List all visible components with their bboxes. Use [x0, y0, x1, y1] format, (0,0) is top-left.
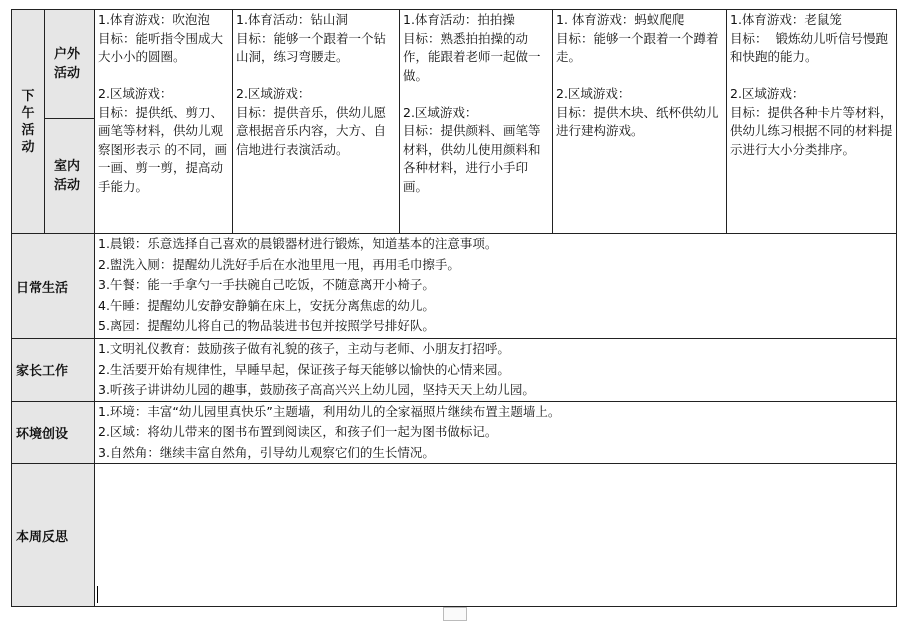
weekly-plan-table — [11, 9, 897, 607]
daily-life-item: 4.午睡：提醒幼儿安静安静躺在床上，安抚分离焦虑的幼儿。 — [98, 297, 435, 313]
environment-item: 3.自然角：继续丰富自然角，引导幼儿观察它们的生长情况。 — [98, 444, 435, 460]
daily-life-content[interactable] — [95, 234, 897, 339]
wednesday-afternoon-cell[interactable]: 1.体育活动：拍拍操 目标：熟悉拍拍操的动作，能跟着老师一起做一做。 2.区域游戏： 目标：提供颜料、画笔等材料，供幼儿使用颜料和各种材料，进行小手印画。 — [400, 10, 553, 234]
afternoon-label-char: 午 — [21, 105, 35, 121]
outdoor-label-line: 户外 — [54, 47, 81, 62]
daily-life-header: 日常生活 — [12, 234, 95, 339]
environment-row — [12, 401, 897, 464]
reflection-header: 本周反思 — [12, 464, 95, 607]
parent-work-content[interactable] — [95, 339, 897, 402]
afternoon-label-char: 活 — [21, 122, 35, 138]
parent-work-item: 2.生活要开始有规律性，早睡早起，保证孩子每天能够以愉快的心情来园。 — [98, 361, 510, 377]
afternoon-label-char: 下 — [21, 88, 35, 104]
afternoon-activity-header — [12, 10, 45, 234]
page-indicator-box — [443, 607, 467, 621]
daily-life-item: 1.晨锻：乐意选择自己喜欢的晨锻器材进行锻炼，知道基本的注意事项。 — [98, 236, 498, 251]
parent-work-header: 家长工作 — [12, 339, 95, 402]
parent-work-item: 3.听孩子讲讲幼儿园的趣事，鼓励孩子高高兴兴上幼儿园，坚持天天上幼儿园。 — [98, 382, 535, 397]
monday-afternoon-cell[interactable]: 1.体育游戏：吹泡泡 目标：能听指令围成大大小小的圆圈。 2.区域游戏： 目标：提供纸、剪刀、画笔等材料，供幼儿观察图形表示 的不同，画一画、剪一剪，提高动手能力。 — [95, 10, 233, 234]
environment-item: 1.环境：丰富“幼儿园里真快乐”主题墙，利用幼儿的全家福照片继续布置主题墙上。 — [98, 403, 561, 419]
outdoor-activity-header — [45, 10, 95, 119]
environment-content[interactable] — [95, 401, 897, 464]
afternoon-outdoor-row — [12, 10, 897, 119]
friday-afternoon-cell[interactable]: 1.体育游戏：老鼠笼 目标： 锻炼幼儿听信号慢跑和快跑的能力。 2.区域游戏： 目标：提供各种卡片等材料，供幼儿练习根据不同的材料提示进行大小分类排序。 — [727, 10, 897, 234]
indoor-label-line: 活动 — [54, 178, 81, 193]
environment-item: 2.区域：将幼儿带来的图书布置到阅读区，和孩子们一起为图书做标记。 — [98, 424, 498, 439]
indoor-label-line: 室内 — [54, 159, 81, 174]
afternoon-label-char: 动 — [21, 139, 35, 155]
text-cursor — [97, 586, 98, 603]
daily-life-item: 3.午餐：能一手拿勺一手扶碗自己吃饭，不随意离开小椅子。 — [98, 277, 435, 292]
daily-life-item: 5.离园：提醒幼儿将自己的物品装进书包并按照学号排好队。 — [98, 318, 435, 333]
indoor-activity-header — [45, 119, 95, 234]
environment-header: 环境创设 — [12, 401, 95, 464]
tuesday-afternoon-cell[interactable]: 1.体育活动：钻山洞 目标：能够一个跟着一个钻山洞，练习弯腰走。 2.区域游戏： 目标：提供音乐，供幼儿愿意根据音乐内容，大方、自信地进行表演活动。 — [233, 10, 400, 234]
daily-life-row — [12, 234, 897, 339]
outdoor-label-line: 活动 — [54, 66, 81, 81]
reflection-row — [12, 464, 897, 607]
reflection-input[interactable] — [95, 464, 897, 607]
parent-work-row — [12, 339, 897, 402]
daily-life-item: 2.盥洗入厕：提醒幼儿洗好手后在水池里甩一甩，再用毛巾擦手。 — [98, 256, 460, 272]
parent-work-item: 1.文明礼仪教育：鼓励孩子做有礼貌的孩子，主动与老师、小朋友打招呼。 — [98, 341, 510, 356]
thursday-afternoon-cell[interactable]: 1. 体育游戏：蚂蚁爬爬 目标：能够一个跟着一个蹲着走。 2.区域游戏： 目标：提供木块、纸杯供幼儿进行建构游戏。 — [553, 10, 727, 234]
